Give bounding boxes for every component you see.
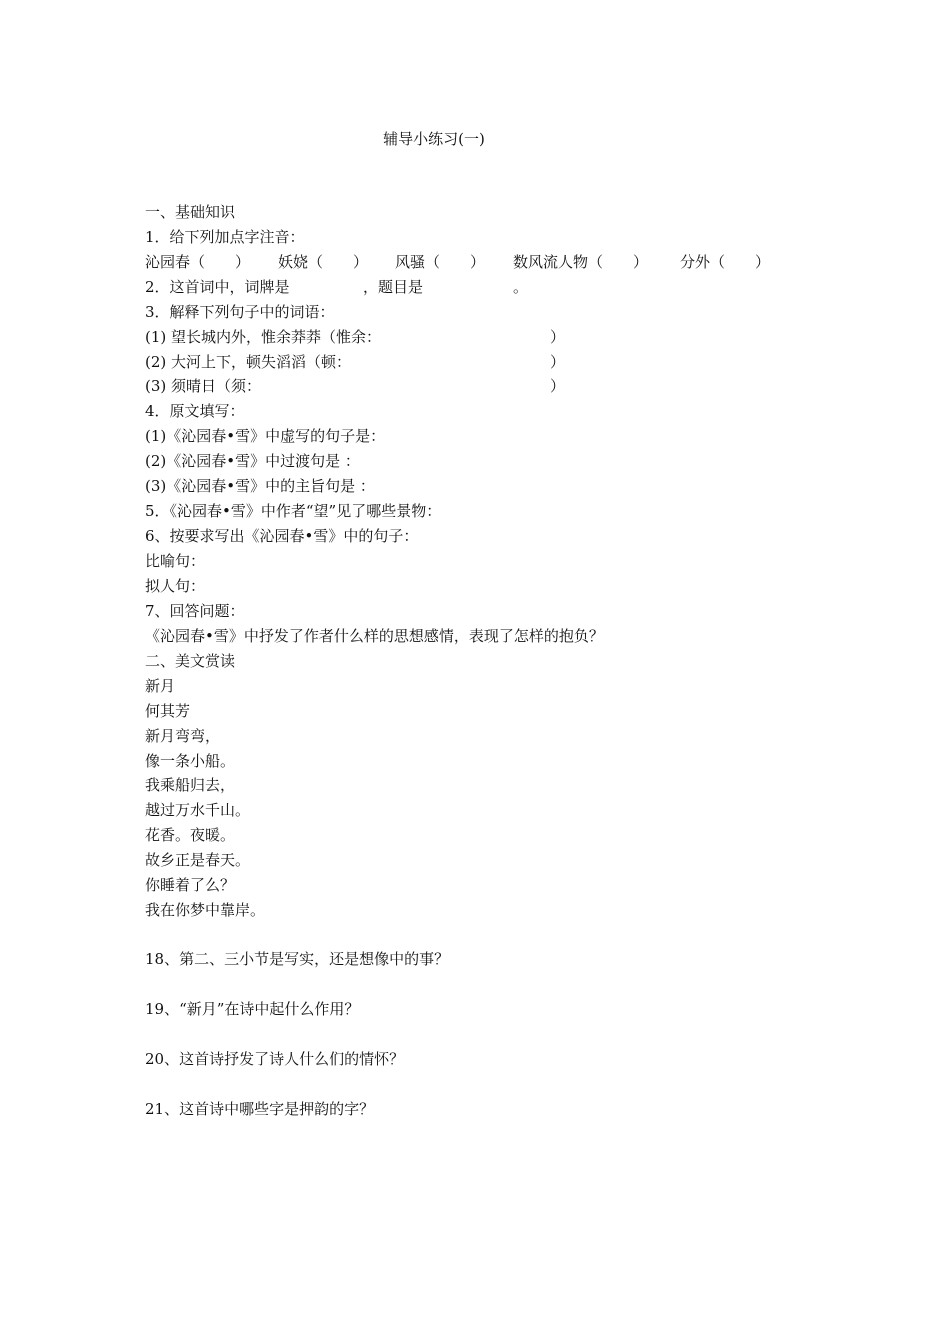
q2-part1: 2．这首词中，词牌是 [145,278,290,296]
page-title [0,128,950,149]
q1-item: 分外（ ） [680,253,771,271]
question-21: 21、这首诗中哪些字是押韵的字？ [145,1100,375,1118]
q1-item: 数风流人物（ ） [513,253,649,271]
q1-label: 1．给下列加点字注音： [145,228,305,246]
q4-item: (2)《沁园春•雪》中过渡句是 ： [145,452,360,470]
q3-item-text: (2) 大河上下，顿失滔滔（顿： [145,353,352,371]
poem-line: 我在你梦中靠岸。 [145,901,266,919]
poem-line: 故乡正是春天。 [145,851,251,869]
q2-part3: 。 [513,278,529,296]
q3-item [145,376,645,396]
section1-heading: 一、基础知识 [145,203,236,221]
q6-item: 比喻句： [145,552,206,570]
q2-part2: ，题目是 [363,278,424,296]
q6-item: 拟人句： [145,577,206,595]
poem-line: 我乘船归去， [145,776,236,794]
poem-line: 你睡着了么？ [145,876,236,894]
q1-item: 沁园春（ ） [145,253,251,271]
q1-item: 妖娆（ ） [278,253,369,271]
poem-title: 新月 [145,677,176,695]
q3-item-close: ） [550,328,566,346]
title-text: 辅导小练习(一) [383,130,485,148]
question-19: 19、“新月”在诗中起什么作用？ [145,1000,360,1018]
q3-label: 3．解释下列句子中的词语： [145,303,335,321]
question-18: 18、第二、三小节是写实，还是想像中的事？ [145,950,450,968]
q1-items [145,252,845,272]
section2-heading: 二、美文赏读 [145,652,236,670]
q3-item-close: ） [550,377,566,395]
poem-line: 越过万水千山。 [145,801,251,819]
q4-item: (3)《沁园春•雪》中的主旨句是 ： [145,477,375,495]
q6-label: 6、按要求写出《沁园春•雪》中的句子： [145,527,419,545]
poem-line: 花香。夜暖。 [145,826,236,844]
poem-author: 何其芳 [145,702,191,720]
poem-line: 新月弯弯， [145,727,221,745]
q2-line [145,277,645,297]
q3-item [145,352,645,372]
q5-text: 5．《沁园春•雪》中作者“望”见了哪些景物： [145,502,442,520]
q3-item [145,327,645,347]
q1-item: 风骚（ ） [395,253,486,271]
q3-item-text: (3) 须晴日（须： [145,377,262,395]
poem-line: 像一条小船。 [145,752,236,770]
q3-item-close: ） [550,353,566,371]
q4-label: 4．原文填写： [145,402,245,420]
q3-item-text: (1) 望长城内外，惟余莽莽（惟余： [145,328,382,346]
q4-item: (1)《沁园春•雪》中虚写的句子是： [145,427,386,445]
question-20: 20、这首诗抒发了诗人什么们的情怀？ [145,1050,405,1068]
q7-question: 《沁园春•雪》中抒发了作者什么样的思想感情，表现了怎样的抱负？ [145,627,604,645]
q7-label: 7、回答问题： [145,602,245,620]
